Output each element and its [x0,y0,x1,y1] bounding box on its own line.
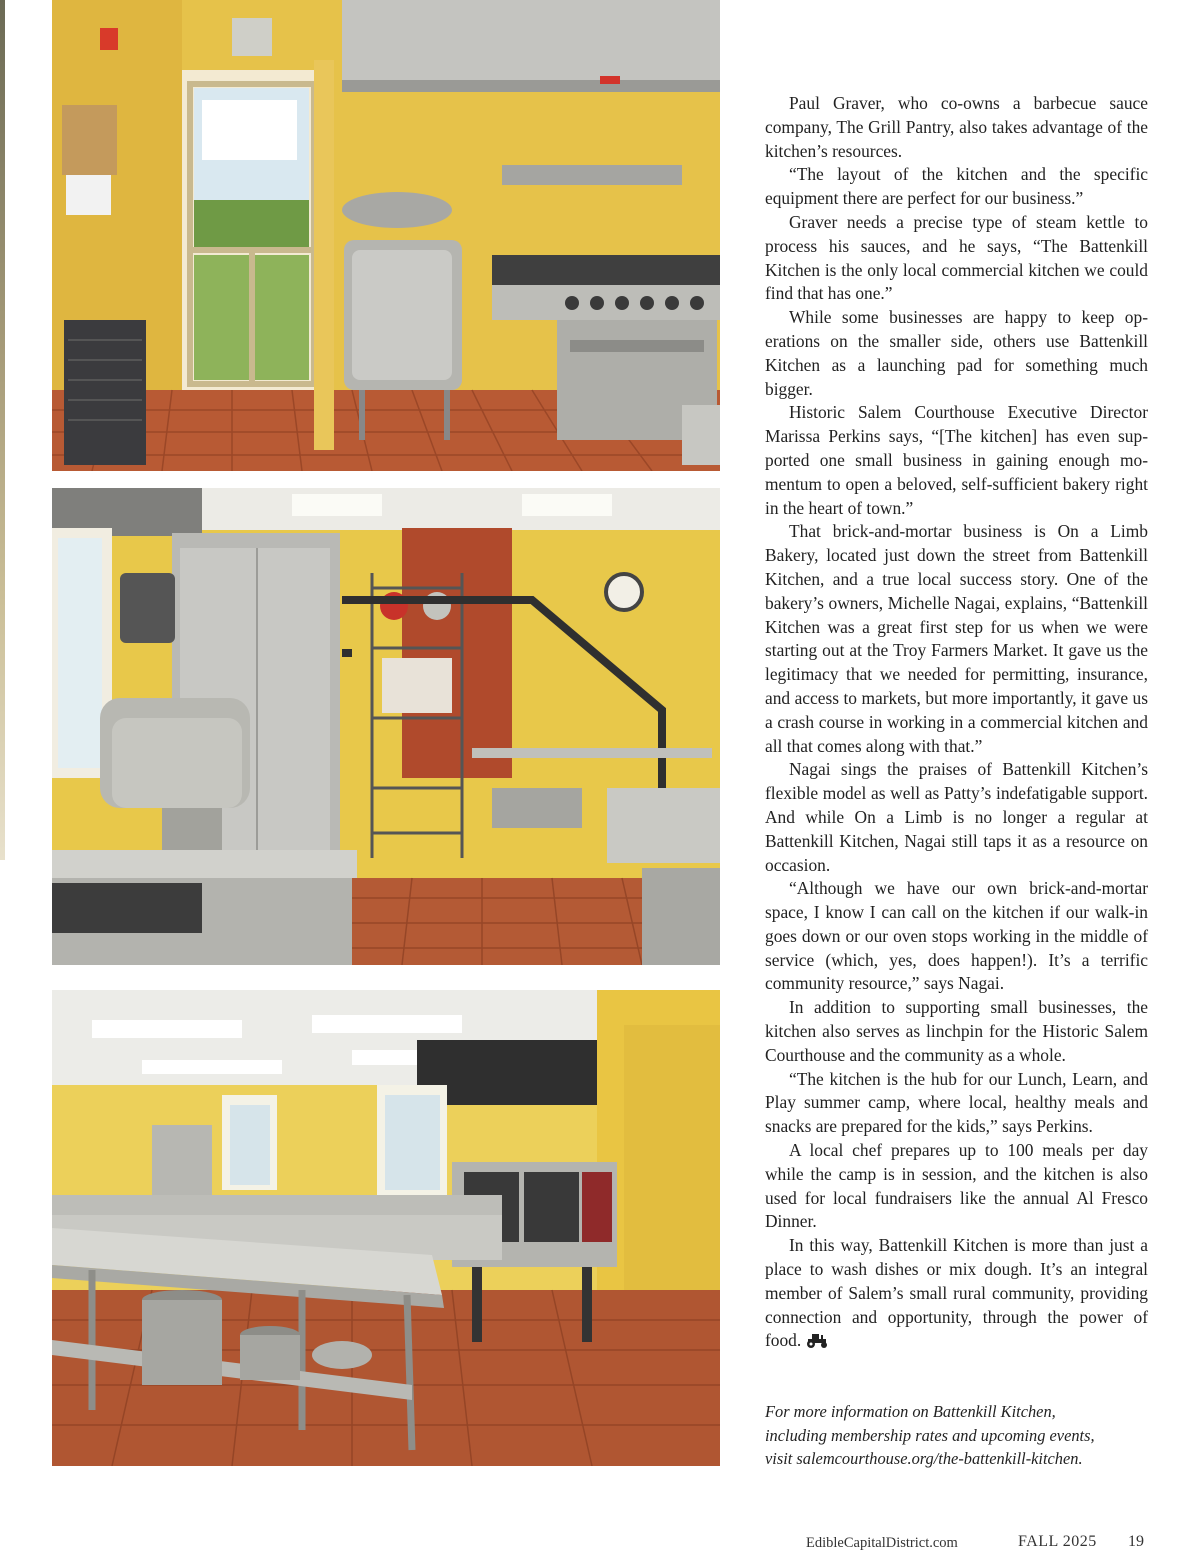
paragraph: “The kitchen is the hub for our Lunch, Learn, and Play summer camp, where local, healthy meals and snacks are prepared for the kids,” says Perkins. [765,1068,1148,1137]
footer-issue: FALL 2025 [1018,1533,1097,1550]
paragraph: While some businesses are happy to keep operations on the smaller side, others use Battenkill Kitchen as a launching pad for something much bigger. [765,307,1148,399]
info-line: visit salemcourthouse.org/the-battenkill-kitchen. [765,1449,1083,1468]
paragraph: Graver needs a precise type of steam kettle to process his sauces, and he says, “The Battenkill Kitchen is the only local commercial kitchen we could find that has one.” [765,211,1148,304]
kitchen-photo-main-room [52,990,720,1466]
info-line: including membership rates and upcoming events, [765,1425,1095,1445]
paragraph: That brick-and-mortar business is On a Limb Bakery, located just down the street from Battenkill Kitchen, and a true local success story. One of the bakery’s owners, Michelle Nagai, explains, “Battenkill Kitchen was a great first step for us when we were starting out at the Troy Farmers Market. It gave us the legitimacy that we needed for permitting, insurance, and access to markets, but more importantly, it gave us a crash course in working in a commercial kitchen and all that comes along with that.” [765,521,1148,756]
info-line: For more information on Battenkill Kitchen, [765,1402,1056,1421]
paragraph: “Although we have our own brick-and-mortar space, I know I can call on the kitchen if our walk-in goes down or our oven stops working in the middle of service (which, yes, does happen!). It’s a terrific community resource,” says Nagai. [765,878,1148,994]
final-paragraph [765,1234,1148,1353]
paragraph-text: In this way, Battenkill Kitchen is more than just a place to wash dishes or mix dough. It’s an integral member of Salem’s small rural community, providing connection and opportunity, through the power of food. [765,1235,1148,1351]
page-footer [760,1533,1150,1555]
kitchen-photo-steam-kettle [52,0,720,471]
tractor-icon [805,1332,829,1348]
paragraph: Historic Salem Courthouse Executive Director Marissa Perkins says, “[The kitchen] has even supported one small business in gaining enough momentum to open a beloved, self-sufficient bakery right in the heart of town.” [765,402,1148,518]
kitchen-photo-mixer-and-rack [52,488,720,965]
page-edge-strip [0,0,5,860]
paragraph: In addition to supporting small businesses, the kitchen also serves as linchpin for the Historic Salem Courthouse and the community as a whole. [765,997,1148,1065]
paragraph: Nagai sings the praises of Battenkill Kitchen’s flexible model as well as Patty’s indefatigable support. And while On a Limb is no longer a regular at Battenkill Kitchen, Nagai still taps it as a resource on occasion. [765,759,1148,875]
page-number: 19 [1128,1533,1144,1550]
more-info-note [765,1400,1155,1471]
article-body [765,92,1148,1353]
paragraph: A local chef prepares up to 100 meals per day while the camp is in session, and the kitchen is also used for local fundraisers like the annual Al Fresco Dinner. [765,1140,1148,1232]
paragraph: Paul Graver, who co-owns a barbecue sauce company, The Grill Pantry, also takes advantage of the kitchen’s resources. [765,93,1148,161]
paragraph: “The layout of the kitchen and the specific equipment there are perfect for our business.” [765,164,1148,209]
footer-site: EdibleCapitalDistrict.com [806,1535,958,1551]
